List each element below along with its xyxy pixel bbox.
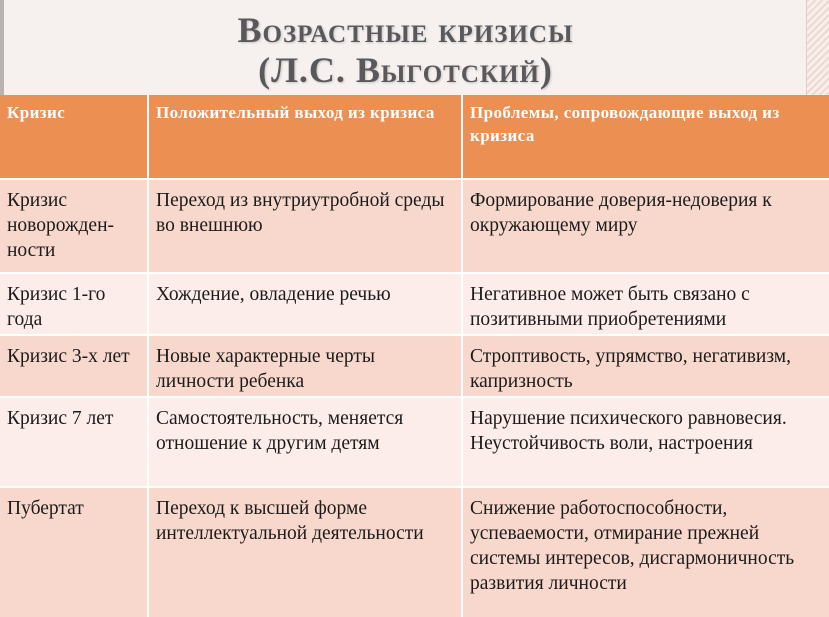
crises-table-container <box>0 95 829 617</box>
cell-problems: Нарушение психического равновесия. Неустойчивость воли, настроения <box>462 397 829 487</box>
title-line-1: Возрастные кризисы <box>237 10 574 50</box>
table-row <box>0 335 829 397</box>
crises-table <box>0 95 829 617</box>
cell-problems: Снижение работоспособности, успеваемости, отмирание прежней системы интересов, дисгармоничность развития личности <box>462 487 829 617</box>
cell-positive: Переход к высшей форме интеллектуальной деятельности <box>148 487 462 617</box>
header-positive-outcome: Положительный выход из кризиса <box>148 95 462 179</box>
table-row <box>0 487 829 617</box>
table-row <box>0 179 829 273</box>
cell-crisis: Пубертат <box>0 487 148 617</box>
cell-positive: Самостоятельность, меняется отношение к другим детям <box>148 397 462 487</box>
table-row <box>0 273 829 335</box>
cell-problems: Негативное может быть связано с позитивными приобретениями <box>462 273 829 335</box>
cell-crisis: Кризис новорожден-ности <box>0 179 148 273</box>
cell-positive: Переход из внутриутробной среды во внешнюю <box>148 179 462 273</box>
slide-title <box>4 0 807 95</box>
table-row <box>0 397 829 487</box>
cell-positive: Хождение, овладение речью <box>148 273 462 335</box>
header-crisis: Кризис <box>0 95 148 179</box>
cell-crisis: Кризис 1-го года <box>0 273 148 335</box>
cell-crisis: Кризис 7 лет <box>0 397 148 487</box>
cell-crisis: Кризис 3-х лет <box>0 335 148 397</box>
cell-problems: Формирование доверия-недоверия к окружающему миру <box>462 179 829 273</box>
header-problems: Проблемы, сопровождающие выход из кризиса <box>462 95 829 179</box>
table-header-row <box>0 95 829 179</box>
cell-problems: Строптивость, упрямство, негативизм, капризность <box>462 335 829 397</box>
title-line-2: (Л.С. Выготский) <box>258 50 553 90</box>
cell-positive: Новые характерные черты личности ребенка <box>148 335 462 397</box>
